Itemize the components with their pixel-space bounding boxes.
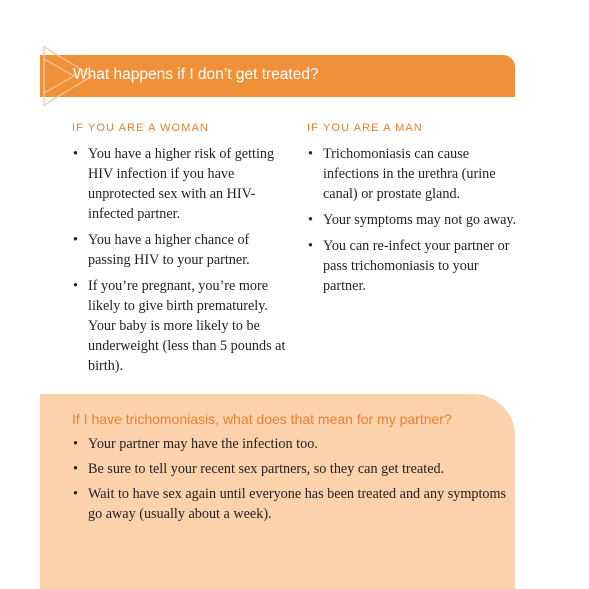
bullet-icon: • [73, 461, 78, 477]
man-list [307, 144, 522, 296]
bullet-icon: • [73, 436, 78, 452]
section-title: What happens if I don’t get treated? [73, 66, 319, 83]
list-item [307, 144, 522, 204]
bullet-icon: • [308, 146, 313, 162]
bullet-icon: • [73, 278, 78, 294]
woman-column [72, 121, 287, 382]
bullet-icon: • [308, 238, 313, 254]
bullet-icon: • [73, 232, 78, 248]
list-item-text: Be sure to tell your recent sex partners, so they can get treated. [88, 461, 445, 477]
list-item-text: You can re-infect your partner or pass trichomoniasis to your partner. [323, 238, 510, 294]
list-item-text: You have a higher risk of getting HIV infection if you have unprotected sex with an HIV-infected partner. [88, 146, 275, 222]
list-item [72, 459, 512, 479]
list-item-text: You have a higher chance of passing HIV to your partner. [88, 232, 250, 268]
partner-list [72, 434, 512, 529]
list-item [72, 484, 512, 524]
list-item [307, 210, 522, 230]
woman-column-heading: IF YOU ARE A WOMAN [72, 122, 209, 134]
list-item [72, 276, 287, 376]
woman-list [72, 144, 287, 376]
man-column-heading: IF YOU ARE A MAN [307, 122, 423, 134]
list-item-text: Trichomoniasis can cause infections in the urethra (urine canal) or prostate gland. [323, 146, 496, 202]
list-item-text: Your symptoms may not go away. [323, 212, 517, 228]
bullet-icon: • [73, 486, 78, 502]
partner-section-title: If I have trichomoniasis, what does that mean for my partner? [72, 411, 452, 427]
list-item [72, 434, 512, 454]
bullet-icon: • [308, 212, 313, 228]
list-item [72, 144, 287, 224]
list-item-text: Wait to have sex again until everyone has been treated and any symptoms go away (usually about a week). [88, 486, 507, 522]
bullet-icon: • [73, 146, 78, 162]
list-item [307, 236, 522, 296]
man-column [307, 121, 522, 302]
list-item-text: If you’re pregnant, you’re more likely to give birth prematurely. Your baby is more likely to be underweight (less than 5 pounds at birth). [88, 278, 286, 374]
list-item [72, 230, 287, 270]
list-item-text: Your partner may have the infection too. [88, 436, 318, 452]
